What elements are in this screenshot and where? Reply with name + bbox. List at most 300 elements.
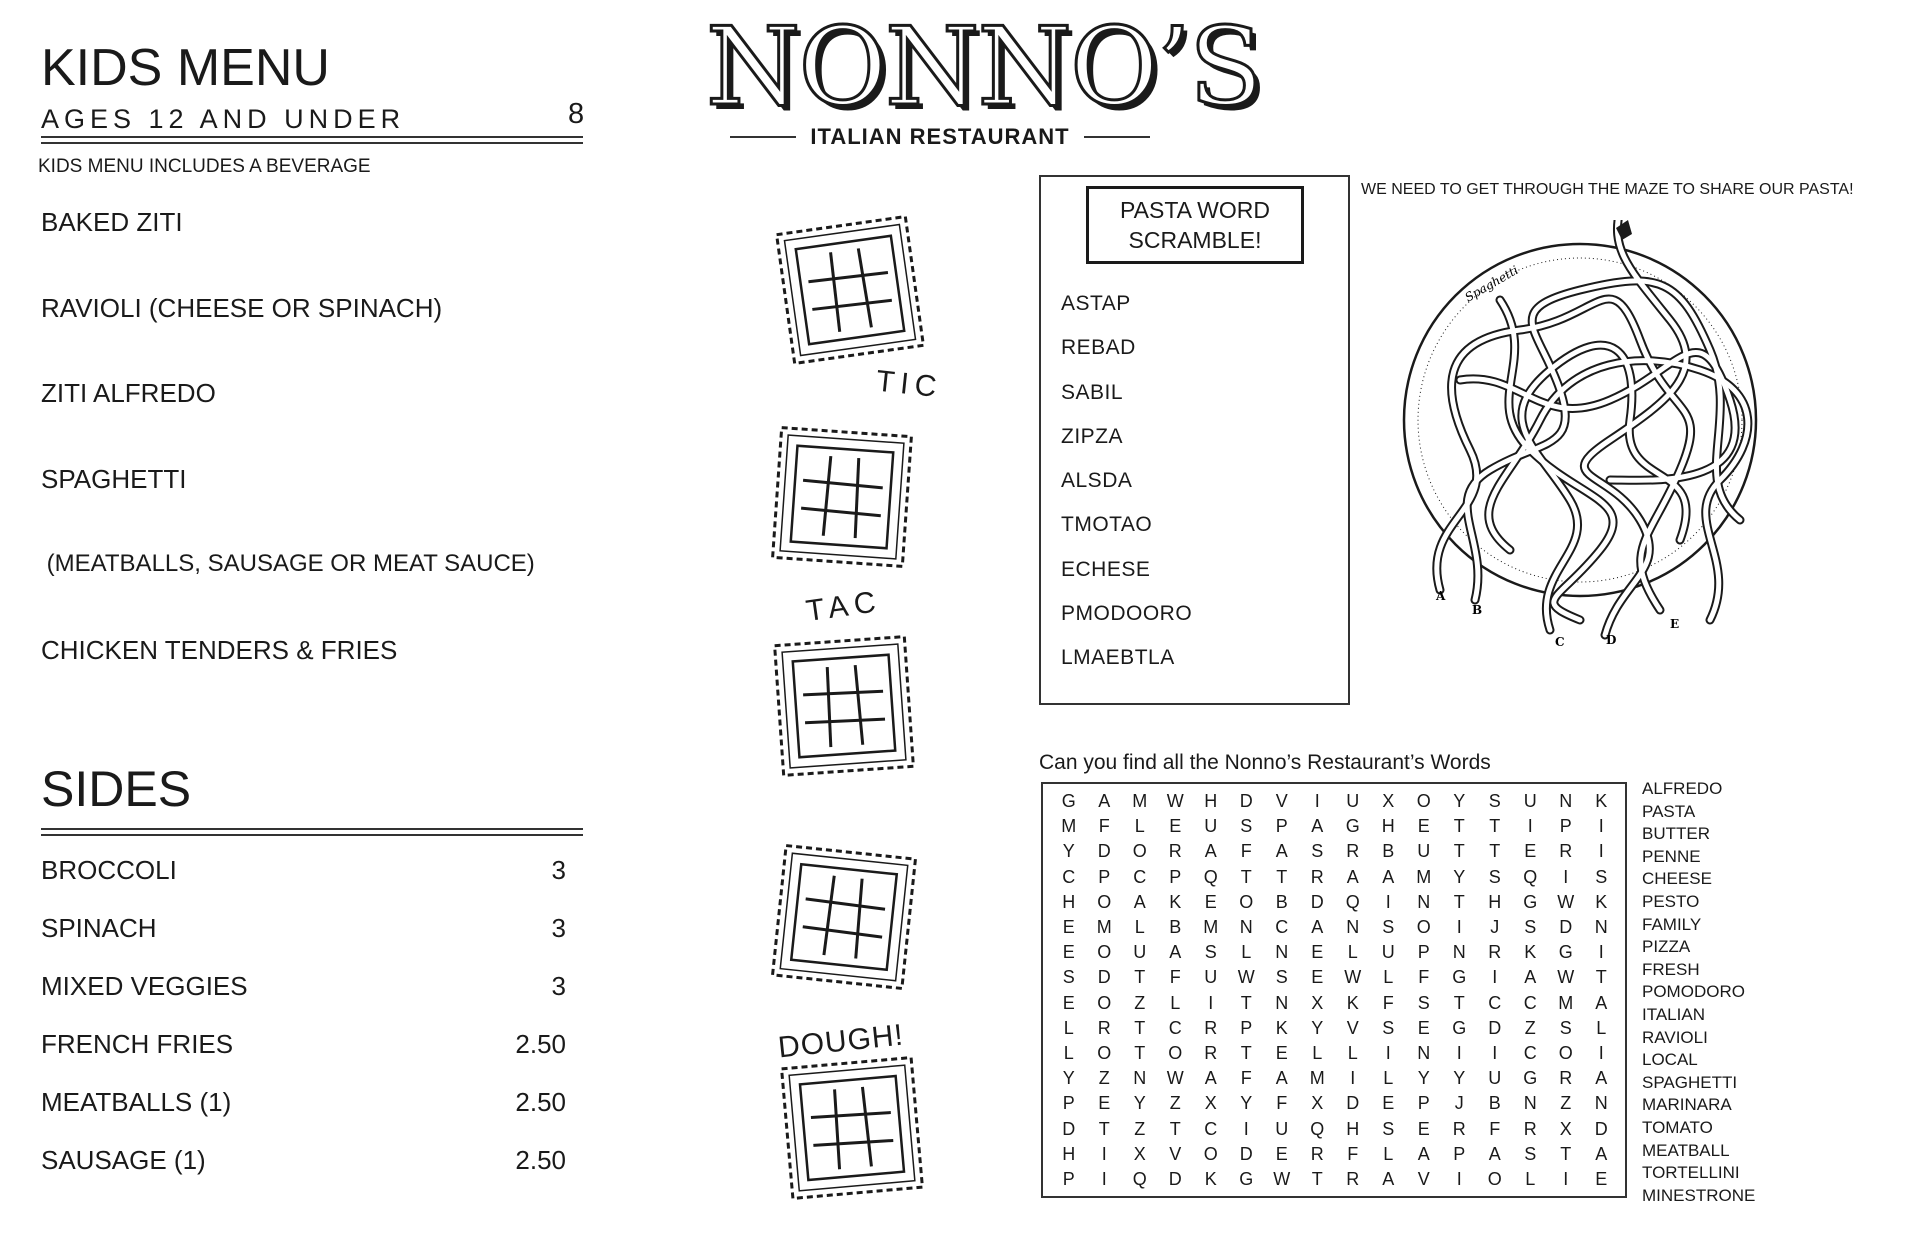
- word-search-letter[interactable]: L: [1063, 1043, 1074, 1063]
- word-search-letter[interactable]: T: [1169, 1118, 1181, 1139]
- word-search-word: TOMATO: [1642, 1118, 1713, 1137]
- word-search-letter[interactable]: L: [1312, 1043, 1323, 1063]
- word-search-letter[interactable]: N: [1346, 917, 1360, 937]
- word-search-word: LOCAL: [1642, 1050, 1698, 1070]
- word-search-letter[interactable]: S: [1240, 816, 1253, 837]
- word-search-letter[interactable]: V: [1169, 1143, 1182, 1164]
- tic-tac-toe-board-2: [773, 428, 912, 567]
- word-search-letter[interactable]: I: [1598, 841, 1604, 862]
- word-search-letter[interactable]: S: [1524, 917, 1537, 937]
- word-search-letter[interactable]: U: [1204, 967, 1218, 988]
- word-search-letter[interactable]: W: [1557, 967, 1575, 988]
- word-search-letter[interactable]: V: [1417, 1169, 1430, 1189]
- word-search-letter[interactable]: C: [1204, 1118, 1218, 1139]
- word-search-word: ITALIAN: [1642, 1005, 1705, 1024]
- word-search-letter[interactable]: I: [1598, 1043, 1604, 1063]
- word-search-letter[interactable]: U: [1275, 1118, 1289, 1139]
- word-search-letter[interactable]: P: [1169, 866, 1182, 887]
- word-search-letter[interactable]: A: [1488, 1143, 1501, 1164]
- word-search-letter[interactable]: S: [1488, 791, 1501, 811]
- word-search-letter[interactable]: N: [1594, 1093, 1608, 1114]
- word-search-letter[interactable]: A: [1595, 992, 1608, 1013]
- word-search-letter[interactable]: L: [1525, 1169, 1536, 1189]
- word-search-letter[interactable]: D: [1310, 891, 1324, 912]
- word-search-letter[interactable]: U: [1133, 942, 1147, 963]
- word-search-letter[interactable]: R: [1559, 1068, 1573, 1089]
- word-search-row: [1051, 1067, 1619, 1089]
- word-search-letter[interactable]: O: [1168, 1043, 1183, 1063]
- word-search-letter[interactable]: Q: [1523, 866, 1538, 887]
- word-search-letter[interactable]: E: [1275, 1043, 1288, 1063]
- word-search-letter[interactable]: F: [1489, 1118, 1501, 1139]
- word-search-letter[interactable]: A: [1098, 791, 1111, 811]
- word-search-letter[interactable]: L: [1383, 967, 1394, 988]
- word-scramble-title-line1: PASTA WORD: [1120, 197, 1270, 223]
- word-search-letter[interactable]: X: [1559, 1118, 1572, 1139]
- word-search-letter[interactable]: F: [1382, 992, 1394, 1013]
- word-search-letter[interactable]: W: [1273, 1169, 1291, 1189]
- word-search-word: TORTELLINI: [1642, 1163, 1740, 1183]
- word-search-letter[interactable]: I: [1492, 1043, 1498, 1063]
- dough-label: DOUGH!: [776, 1018, 906, 1065]
- word-search-letter[interactable]: O: [1097, 942, 1112, 963]
- word-search-letter[interactable]: E: [1098, 1093, 1111, 1114]
- word-search-row: [1051, 916, 1619, 938]
- side-item: [41, 1145, 566, 1176]
- word-search-letter[interactable]: W: [1557, 891, 1575, 912]
- word-search-letter[interactable]: I: [1385, 1043, 1391, 1063]
- word-search-letter[interactable]: T: [1453, 841, 1465, 862]
- word-search-letter[interactable]: T: [1489, 841, 1501, 862]
- word-search-letter[interactable]: M: [1061, 816, 1077, 837]
- word-search-letter[interactable]: P: [1240, 1017, 1253, 1038]
- word-search-letter[interactable]: P: [1559, 816, 1572, 837]
- word-search-letter[interactable]: O: [1239, 891, 1254, 912]
- word-search-letter[interactable]: S: [1382, 1017, 1395, 1038]
- word-search-letter[interactable]: Z: [1524, 1017, 1536, 1038]
- word-search-letter[interactable]: Y: [1311, 1017, 1324, 1038]
- word-search-letter[interactable]: M: [1558, 992, 1574, 1013]
- word-search-letter[interactable]: S: [1382, 1118, 1395, 1139]
- word-search-letter[interactable]: R: [1452, 1118, 1466, 1139]
- word-search-letter[interactable]: A: [1382, 1169, 1395, 1189]
- word-search-letter[interactable]: C: [1133, 866, 1147, 887]
- word-search-letter[interactable]: M: [1096, 917, 1112, 937]
- side-item: [41, 913, 566, 944]
- word-search-letter[interactable]: N: [1523, 1093, 1537, 1114]
- restaurant-logo: NONNO’S: [706, 5, 1261, 130]
- word-search-letter[interactable]: Q: [1132, 1169, 1147, 1189]
- word-search-letter[interactable]: P: [1062, 1169, 1075, 1189]
- word-search-letter[interactable]: Q: [1310, 1118, 1325, 1139]
- word-search-letter[interactable]: B: [1169, 917, 1182, 937]
- word-search-letter[interactable]: Z: [1134, 992, 1146, 1013]
- word-search-letter[interactable]: H: [1346, 1118, 1360, 1139]
- word-search-letter[interactable]: T: [1240, 866, 1252, 887]
- word-search-letter[interactable]: Q: [1203, 866, 1218, 887]
- word-search-letter[interactable]: L: [1170, 992, 1181, 1013]
- side-item: [41, 1029, 566, 1060]
- word-search-letter[interactable]: D: [1239, 1143, 1253, 1164]
- word-search-letter[interactable]: T: [1276, 866, 1288, 887]
- word-search-letter[interactable]: N: [1275, 942, 1289, 963]
- word-search-letter[interactable]: P: [1062, 1093, 1075, 1114]
- word-search-letter[interactable]: O: [1558, 1043, 1573, 1063]
- word-search-letter[interactable]: I: [1101, 1169, 1107, 1189]
- word-search-letter[interactable]: F: [1169, 967, 1181, 988]
- word-search-letter[interactable]: T: [1489, 816, 1501, 837]
- word-search-letter[interactable]: Z: [1560, 1093, 1572, 1114]
- word-search-letter[interactable]: R: [1097, 1017, 1111, 1038]
- word-search-letter[interactable]: C: [1523, 992, 1537, 1013]
- word-search-letter[interactable]: Y: [1453, 866, 1466, 887]
- maze-label-c: C: [1555, 635, 1565, 649]
- word-search-letter[interactable]: R: [1346, 841, 1360, 862]
- word-search-letter[interactable]: R: [1204, 1017, 1218, 1038]
- word-search-letter[interactable]: N: [1239, 917, 1253, 937]
- word-search-letter[interactable]: C: [1168, 1017, 1182, 1038]
- word-search-letter[interactable]: I: [1492, 967, 1498, 988]
- word-search-letter[interactable]: E: [1417, 1118, 1430, 1139]
- word-search-word: RAVIOLI: [1642, 1027, 1708, 1047]
- word-search-letter[interactable]: U: [1346, 791, 1360, 811]
- word-search-letter[interactable]: O: [1487, 1169, 1502, 1189]
- word-search-letter[interactable]: F: [1347, 1143, 1359, 1164]
- word-search-letter[interactable]: D: [1594, 1118, 1608, 1139]
- word-search-letter[interactable]: E: [1595, 1169, 1608, 1189]
- word-search-letter[interactable]: N: [1275, 992, 1289, 1013]
- restaurant-tagline: ITALIAN RESTAURANT: [810, 124, 1070, 149]
- word-search-letter[interactable]: C: [1523, 1043, 1537, 1063]
- word-search-letter[interactable]: P: [1275, 816, 1288, 837]
- word-search-letter[interactable]: I: [1563, 866, 1569, 887]
- word-search-letter[interactable]: D: [1097, 967, 1111, 988]
- word-search-letter[interactable]: R: [1523, 1118, 1537, 1139]
- word-search-letter[interactable]: E: [1311, 967, 1324, 988]
- word-search-letter[interactable]: A: [1417, 1143, 1430, 1164]
- word-search-letter[interactable]: S: [1204, 942, 1217, 963]
- word-search-letter[interactable]: I: [1456, 917, 1462, 937]
- word-search-letter[interactable]: U: [1417, 841, 1431, 862]
- word-search-letter[interactable]: F: [1098, 816, 1110, 837]
- word-search-letter[interactable]: I: [1208, 992, 1214, 1013]
- word-search-letter[interactable]: S: [1559, 1017, 1572, 1038]
- word-search-letter[interactable]: E: [1062, 992, 1075, 1013]
- word-search-letter[interactable]: X: [1133, 1143, 1146, 1164]
- word-search-letter[interactable]: L: [1063, 1017, 1074, 1038]
- word-search-letter[interactable]: W: [1344, 967, 1362, 988]
- word-search-letter[interactable]: T: [1453, 891, 1465, 912]
- tic-tac-toe-board-4: [773, 846, 916, 989]
- word-search-letter[interactable]: A: [1524, 967, 1537, 988]
- word-search-letter[interactable]: J: [1490, 917, 1500, 937]
- scramble-word: ZIPZA: [1061, 425, 1124, 448]
- word-search-letter[interactable]: H: [1381, 816, 1395, 837]
- word-search-letter[interactable]: M: [1309, 1068, 1325, 1089]
- word-search-letter[interactable]: R: [1310, 866, 1324, 887]
- word-search-letter[interactable]: Y: [1453, 1068, 1466, 1089]
- word-search-letter[interactable]: D: [1062, 1118, 1076, 1139]
- word-search-letter[interactable]: T: [1098, 1118, 1110, 1139]
- word-search-letter[interactable]: B: [1275, 891, 1288, 912]
- word-search-letter[interactable]: N: [1559, 791, 1573, 811]
- word-search-letter[interactable]: D: [1097, 841, 1111, 862]
- word-search-letter[interactable]: U: [1488, 1068, 1502, 1089]
- word-search-letter[interactable]: X: [1311, 1093, 1324, 1114]
- word-search-letter[interactable]: O: [1203, 1143, 1218, 1164]
- word-search-letter[interactable]: O: [1097, 891, 1112, 912]
- word-search-letter[interactable]: T: [1240, 992, 1252, 1013]
- kids-item-note: (MEATBALLS, SAUSAGE OR MEAT SAUCE): [40, 550, 535, 577]
- word-search-letter[interactable]: E: [1311, 942, 1324, 963]
- word-search-letter[interactable]: L: [1241, 942, 1252, 963]
- word-search-letter[interactable]: I: [1598, 942, 1604, 963]
- side-item-price: 3: [551, 855, 566, 885]
- word-search-letter[interactable]: I: [1101, 1143, 1107, 1164]
- tagline-rule-left: [730, 136, 796, 138]
- tic-tac-toe-board-5: [782, 1058, 923, 1199]
- word-search-letter[interactable]: S: [1524, 1143, 1537, 1164]
- word-search-letter[interactable]: D: [1346, 1093, 1360, 1114]
- word-search-letter[interactable]: S: [1382, 917, 1395, 937]
- word-search-letter[interactable]: A: [1311, 917, 1324, 937]
- word-search-letter[interactable]: A: [1595, 1143, 1608, 1164]
- word-search-letter[interactable]: Y: [1417, 1068, 1430, 1089]
- word-search-letter[interactable]: T: [1240, 1043, 1252, 1063]
- word-search-letter[interactable]: O: [1132, 841, 1147, 862]
- word-search-letter[interactable]: L: [1596, 1017, 1607, 1038]
- word-search-letter[interactable]: A: [1311, 816, 1324, 837]
- word-search-letter[interactable]: B: [1382, 841, 1395, 862]
- word-search-letter[interactable]: R: [1204, 1043, 1218, 1063]
- word-search-row: [1051, 1168, 1619, 1190]
- word-search-letter[interactable]: D: [1168, 1169, 1182, 1189]
- word-search-letter[interactable]: U: [1204, 816, 1218, 837]
- word-search-letter[interactable]: I: [1385, 891, 1391, 912]
- word-search-letter[interactable]: G: [1523, 1068, 1538, 1089]
- side-item-price: 3: [551, 913, 566, 943]
- word-search-letter[interactable]: B: [1488, 1093, 1501, 1114]
- word-search-letter[interactable]: A: [1204, 1068, 1217, 1089]
- word-search-letter[interactable]: V: [1275, 791, 1288, 811]
- word-search-letter[interactable]: Y: [1453, 791, 1466, 811]
- word-search-letter[interactable]: Y: [1240, 1093, 1253, 1114]
- word-search-letter[interactable]: T: [1595, 967, 1607, 988]
- word-search-letter[interactable]: I: [1456, 1169, 1462, 1189]
- word-search-letter[interactable]: G: [1061, 791, 1076, 811]
- scramble-word: ALSDA: [1061, 469, 1133, 492]
- word-search-row: [1051, 790, 1619, 812]
- word-search-letter[interactable]: A: [1595, 1068, 1608, 1089]
- word-search-letter[interactable]: A: [1346, 866, 1359, 887]
- word-search-letter[interactable]: K: [1524, 942, 1537, 963]
- word-search-letter[interactable]: A: [1382, 866, 1395, 887]
- side-item-price: 2.50: [515, 1029, 566, 1059]
- word-search-letter[interactable]: L: [1383, 1143, 1394, 1164]
- word-search-letter[interactable]: M: [1203, 917, 1219, 937]
- word-search-letter[interactable]: N: [1417, 891, 1431, 912]
- word-search-letter[interactable]: L: [1347, 1043, 1358, 1063]
- word-search-letter[interactable]: F: [1240, 1068, 1252, 1089]
- word-search-letter[interactable]: R: [1559, 841, 1573, 862]
- word-search-letter[interactable]: T: [1311, 1169, 1323, 1189]
- word-search-letter[interactable]: X: [1204, 1093, 1217, 1114]
- word-search-letter[interactable]: J: [1454, 1093, 1464, 1114]
- word-search-letter[interactable]: U: [1523, 791, 1537, 811]
- word-search-letter[interactable]: T: [1134, 967, 1146, 988]
- word-search-letter[interactable]: F: [1240, 841, 1252, 862]
- word-search-letter[interactable]: R: [1488, 942, 1502, 963]
- word-search-letter[interactable]: H: [1062, 1143, 1076, 1164]
- word-search-letter[interactable]: Q: [1345, 891, 1360, 912]
- word-search-letter[interactable]: K: [1346, 992, 1359, 1013]
- word-search-letter[interactable]: H: [1488, 891, 1502, 912]
- word-search-letter[interactable]: G: [1558, 942, 1573, 963]
- word-search-letter[interactable]: G: [1239, 1169, 1254, 1189]
- kids-item: CHICKEN TENDERS & FRIES: [41, 635, 398, 665]
- word-search-letter[interactable]: E: [1382, 1093, 1395, 1114]
- word-search-letter[interactable]: R: [1346, 1169, 1360, 1189]
- word-search-letter[interactable]: S: [1595, 866, 1608, 887]
- word-search-letter[interactable]: I: [1527, 816, 1533, 837]
- word-search-letter[interactable]: Y: [1062, 841, 1075, 862]
- word-search-letter[interactable]: E: [1169, 816, 1182, 837]
- word-search-letter[interactable]: P: [1417, 1093, 1430, 1114]
- word-search-letter[interactable]: Z: [1098, 1068, 1110, 1089]
- word-search-letter[interactable]: H: [1204, 791, 1218, 811]
- word-search-letter[interactable]: U: [1381, 942, 1395, 963]
- word-search-letter[interactable]: I: [1563, 1169, 1569, 1189]
- word-search-letter[interactable]: N: [1133, 1068, 1147, 1089]
- side-item-price: 3: [551, 971, 566, 1001]
- word-search-letter[interactable]: D: [1488, 1017, 1502, 1038]
- word-search-letter[interactable]: G: [1452, 1017, 1467, 1038]
- word-search-letter[interactable]: F: [1276, 1093, 1288, 1114]
- word-search-letter[interactable]: R: [1310, 1143, 1324, 1164]
- word-search-row: [1051, 941, 1619, 963]
- word-search-letter[interactable]: E: [1062, 917, 1075, 937]
- word-search-letter[interactable]: P: [1453, 1143, 1466, 1164]
- word-search-letter[interactable]: P: [1417, 942, 1430, 963]
- word-search-title: Can you find all the Nonno’s Restaurant’s Words: [1039, 751, 1491, 774]
- word-search-letter[interactable]: T: [1560, 1143, 1572, 1164]
- word-search-letter[interactable]: K: [1204, 1169, 1217, 1189]
- word-search-letter[interactable]: S: [1488, 866, 1501, 887]
- word-search-letter[interactable]: P: [1098, 866, 1111, 887]
- word-search-letter[interactable]: I: [1314, 791, 1320, 811]
- word-search-letter[interactable]: T: [1453, 816, 1465, 837]
- side-item-name: MIXED VEGGIES: [41, 971, 248, 1001]
- word-search-letter[interactable]: F: [1418, 967, 1430, 988]
- maze-label-d: D: [1606, 633, 1617, 647]
- word-search-letter[interactable]: N: [1452, 942, 1466, 963]
- word-search-word: PESTO: [1642, 892, 1700, 911]
- word-search-letter[interactable]: C: [1488, 992, 1502, 1013]
- side-item-price: 2.50: [515, 1145, 566, 1175]
- word-search-letter[interactable]: K: [1595, 891, 1608, 912]
- word-search-letter[interactable]: G: [1523, 891, 1538, 912]
- word-search-letter[interactable]: D: [1559, 917, 1573, 937]
- word-search-letter[interactable]: H: [1062, 891, 1076, 912]
- word-search-letter[interactable]: W: [1237, 967, 1255, 988]
- word-search-letter[interactable]: A: [1204, 841, 1217, 862]
- word-search-letter[interactable]: A: [1275, 1068, 1288, 1089]
- word-search-letter[interactable]: M: [1132, 791, 1148, 811]
- word-search-letter[interactable]: E: [1524, 841, 1537, 862]
- word-search-letter[interactable]: S: [1062, 967, 1075, 988]
- word-search-letter[interactable]: Z: [1134, 1118, 1146, 1139]
- word-search-letter[interactable]: L: [1134, 917, 1145, 937]
- word-search-letter[interactable]: M: [1416, 866, 1432, 887]
- word-search-letter[interactable]: A: [1133, 891, 1146, 912]
- word-search-grid[interactable]: [1041, 782, 1627, 1198]
- word-search-letter[interactable]: K: [1169, 891, 1182, 912]
- word-search-letter[interactable]: L: [1347, 942, 1358, 963]
- word-search-letter[interactable]: K: [1275, 1017, 1288, 1038]
- word-search-letter[interactable]: E: [1275, 1143, 1288, 1164]
- word-search-word: FRESH: [1642, 959, 1700, 979]
- word-search-letter[interactable]: T: [1453, 992, 1465, 1013]
- word-search-letter[interactable]: N: [1594, 917, 1608, 937]
- word-search-letter[interactable]: W: [1166, 1068, 1184, 1089]
- word-search-letter[interactable]: Y: [1062, 1068, 1075, 1089]
- word-search-letter[interactable]: E: [1062, 942, 1075, 963]
- word-search-letter[interactable]: Z: [1169, 1093, 1181, 1114]
- word-search-letter[interactable]: C: [1275, 917, 1289, 937]
- word-search-letter[interactable]: C: [1062, 866, 1076, 887]
- word-search-letter[interactable]: S: [1417, 992, 1430, 1013]
- kids-item: BAKED ZITI: [41, 207, 183, 237]
- kids-menu-price: 8: [568, 98, 585, 130]
- word-search-row: [1051, 1092, 1619, 1114]
- word-search-letter[interactable]: I: [1350, 1068, 1356, 1089]
- word-search-letter[interactable]: O: [1097, 992, 1112, 1013]
- word-search-letter[interactable]: T: [1134, 1017, 1146, 1038]
- word-search-letter[interactable]: O: [1097, 1043, 1112, 1063]
- word-search-letter[interactable]: X: [1311, 992, 1324, 1013]
- word-search-letter[interactable]: R: [1168, 841, 1182, 862]
- word-search-letter[interactable]: O: [1416, 917, 1431, 937]
- word-search-letter[interactable]: E: [1417, 1017, 1430, 1038]
- word-search-letter[interactable]: G: [1345, 816, 1360, 837]
- word-search-letter[interactable]: A: [1275, 841, 1288, 862]
- tic-tac-toe-boards: [750, 180, 950, 1240]
- word-search-letter[interactable]: D: [1239, 791, 1253, 811]
- word-search-letter[interactable]: A: [1169, 942, 1182, 963]
- word-search-letter[interactable]: K: [1595, 791, 1608, 811]
- maze-label-b: B: [1472, 603, 1483, 617]
- word-search-letter[interactable]: E: [1204, 891, 1217, 912]
- word-search-letter[interactable]: G: [1452, 967, 1467, 988]
- word-search-letter[interactable]: V: [1346, 1017, 1359, 1038]
- word-search-letter[interactable]: X: [1382, 791, 1395, 811]
- spaghetti-maze: [1380, 220, 1780, 650]
- word-search-letter[interactable]: L: [1383, 1068, 1394, 1089]
- word-search-letter[interactable]: E: [1417, 816, 1430, 837]
- word-search-letter[interactable]: W: [1166, 791, 1184, 811]
- word-search-letter[interactable]: T: [1134, 1043, 1146, 1063]
- side-item-price: 2.50: [515, 1087, 566, 1117]
- word-search-letter[interactable]: I: [1243, 1118, 1249, 1139]
- word-search-letter[interactable]: Y: [1133, 1093, 1146, 1114]
- word-search-letter[interactable]: L: [1134, 816, 1145, 837]
- word-search-letter[interactable]: I: [1456, 1043, 1462, 1063]
- word-search-letter[interactable]: S: [1275, 967, 1288, 988]
- word-search-letter[interactable]: N: [1417, 1043, 1431, 1063]
- word-search-letter[interactable]: S: [1311, 841, 1324, 862]
- word-search-letter[interactable]: O: [1416, 791, 1431, 811]
- word-search-letter[interactable]: I: [1598, 816, 1604, 837]
